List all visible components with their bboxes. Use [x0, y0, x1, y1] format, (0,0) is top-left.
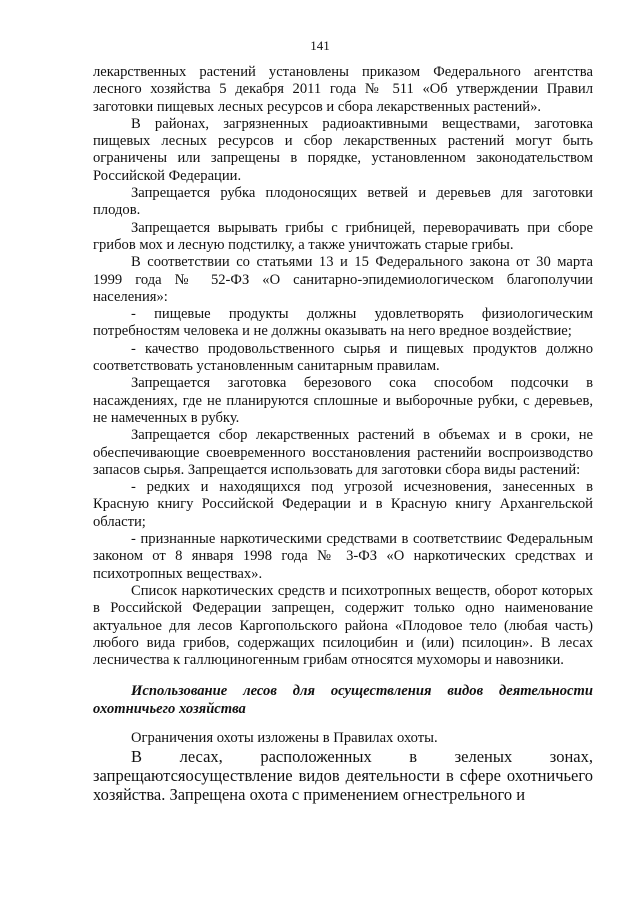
paragraph: В лесах, расположенных в зеленых зонах, запрещаютсяосуществление видов деятельности в сфере охотничьего хозяйства. Запрещена охота с применением огнестрельного и	[93, 747, 593, 805]
document-body	[93, 64, 593, 804]
paragraph: В районах, загрязненных радиоактивными веществами, заготовка пищевых лесных ресурсов и сбор лекарственных растений могут быть ограничены или запрещены в порядке, установленном законодательством Российской Федерации.	[93, 115, 593, 184]
list-item: - пищевые продукты должны удовлетворять физиологическим потребностям человека и не должны оказывать на него вредное воздействие;	[93, 306, 593, 340]
list-item: - редких и находящихся под угрозой исчезновения, занесенных в Красную книгу Российской Федерации и в Красную книгу Архангельской области;	[93, 479, 593, 530]
paragraph: Ограничения охоты изложены в Правилах охоты.	[131, 729, 438, 746]
paragraph: Запрещается заготовка березового сока способом подсочки в насаждениях, где не планируются сплошные и выборочные рубки, с деревьев, не намеченных в рубку.	[93, 375, 593, 426]
paragraph: Список наркотических средств и психотропных веществ, оборот которых в Российской Федерации запрещен, содержит только одно наименование актуальное для лесов Каргопольского района «Плодовое тело (любая часть) любого вида грибов, содержащих псилоцибин и (или) псилоцин». В лесах лесничества к галлюциногенным грибам относятся мухоморы и навозники.	[93, 582, 593, 669]
paragraph: Запрещается вырывать грибы с грибницей, переворачивать при сборе грибов мох и лесную подстилку, а также уничтожать старые грибы.	[93, 219, 593, 253]
paragraph: лекарственных растений установлены приказом Федерального агентства лесного хозяйства 5 декабря 2011 года № 511 «Об утверждении Правил заготовки пищевых лесных ресурсов и сбора лекарственных растений».	[93, 64, 593, 115]
paragraph: Запрещается рубка плодоносящих ветвей и деревьев для заготовки плодов.	[93, 185, 593, 219]
list-item: - качество продовольственного сырья и пищевых продуктов должно соответствовать установленным санитарным правилам.	[93, 340, 593, 375]
section-heading: Использование лесов для осуществления видов деятельности охотничьего хозяйства	[93, 683, 593, 717]
list-item: - признанные наркотическими средствами в соответствиис Федеральным законом от 8 января 1998 года № 3-ФЗ «О наркотических средствах и психотропных веществах».	[93, 531, 593, 582]
paragraph: В соответствии со статьями 13 и 15 Федерального закона от 30 марта 1999 года № 52-ФЗ «О санитарно-эпидемиологическом благополучии населения»:	[93, 254, 593, 305]
paragraph: Запрещается сбор лекарственных растений в объемах и в сроки, не обеспечивающие своевременного восстановления растенийи воспроизводство запасов сырья. Запрещается использовать для заготовки сбора виды растений:	[93, 427, 593, 478]
page-number: 141	[310, 38, 330, 53]
